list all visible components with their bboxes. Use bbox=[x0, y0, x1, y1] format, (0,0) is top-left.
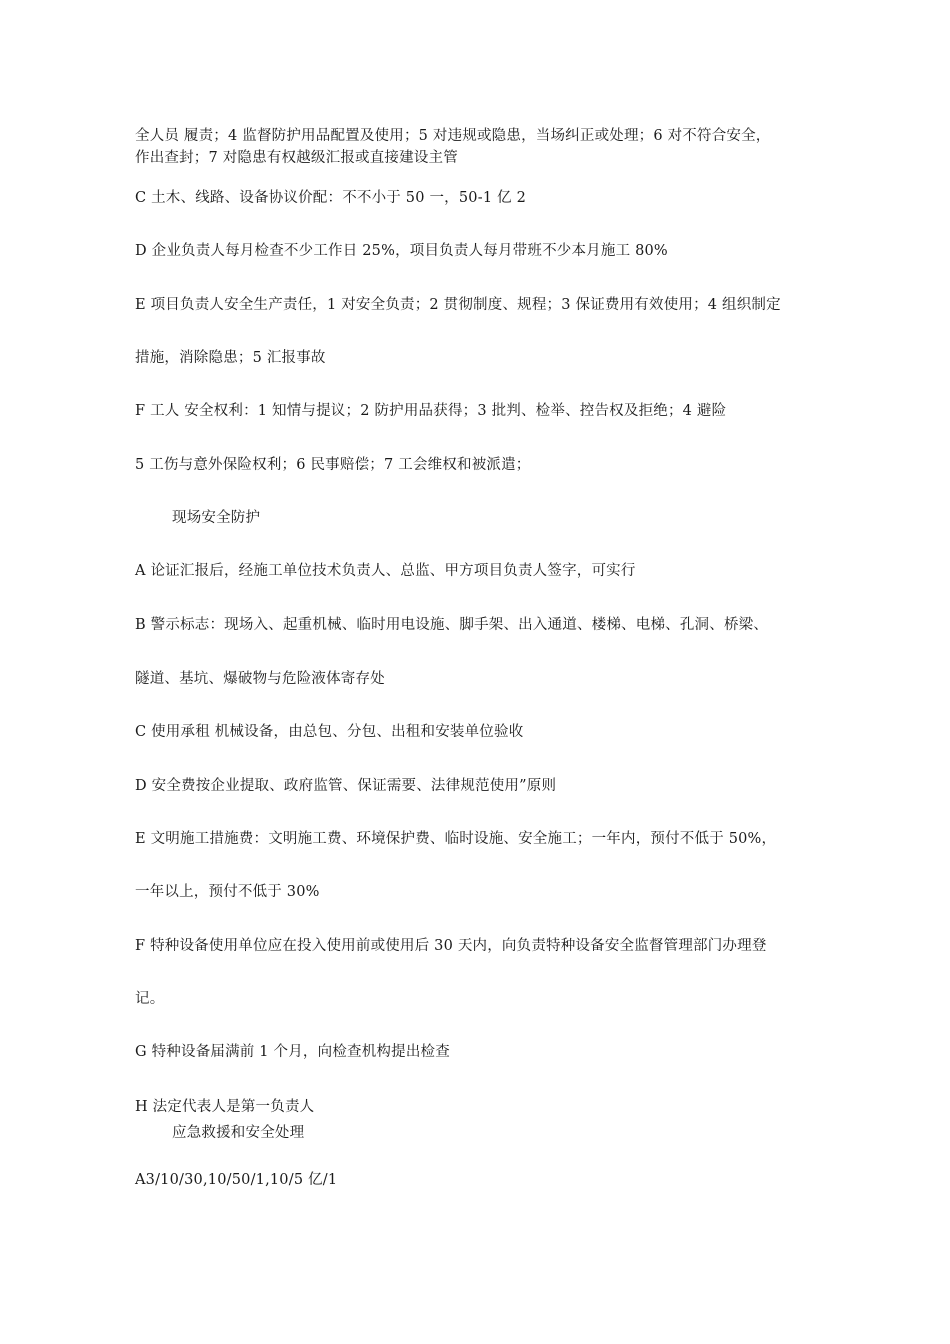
section-heading: 现场安全防护 bbox=[172, 510, 261, 526]
text-line: A3/10/30,10/50/1,10/5 亿/1 bbox=[135, 1172, 338, 1188]
text-line: 隧道、基坑、爆破物与危险液体寄存处 bbox=[135, 671, 385, 687]
text-line: C 使用承租 机械设备，由总包、分包、出租和安装单位验收 bbox=[135, 724, 524, 740]
text-line: 5 工伤与意外保险权利；6 民事赔偿；7 工会维权和被派遣； bbox=[135, 457, 531, 473]
text-line: 记。 bbox=[135, 991, 165, 1007]
text-line: C 土木、线路、设备协议价配：不不小于 50 一，50-1 亿 2 bbox=[135, 190, 526, 206]
text-line: D 安全费按企业提取、政府监管、保证需要、法律规范使用”原则 bbox=[135, 778, 557, 794]
text-line: 措施，消除隐患；5 汇报事故 bbox=[135, 350, 326, 366]
section-heading: 应急救援和安全处理 bbox=[172, 1125, 305, 1141]
text-line: A 论证汇报后，经施工单位技术负责人、总监、甲方项目负责人签字，可实行 bbox=[135, 563, 636, 579]
text-line: H 法定代表人是第一负责人 bbox=[135, 1099, 315, 1115]
text-line: F 工人 安全权利：1 知情与提议；2 防护用品获得；3 批判、检举、控告权及拒绝；4 避险 bbox=[135, 403, 727, 419]
text-line: F 特种设备使用单位应在投入使用前或使用后 30 天内，向负责特种设备安全监督管理部门办理登 bbox=[135, 938, 767, 954]
text-line: G 特种设备届满前 1 个月，向检查机构提出检查 bbox=[135, 1044, 450, 1060]
text-line: B 警示标志：现场入、起重机械、临时用电设施、脚手架、出入通道、楼梯、电梯、孔洞、桥梁、 bbox=[135, 617, 769, 633]
text-line: D 企业负责人每月检查不少工作日 25%，项目负责人每月带班不少本月施工 80% bbox=[135, 243, 668, 259]
text-line: 一年以上，预付不低于 30% bbox=[135, 884, 320, 900]
text-line: E 项目负责人安全生产责任，1 对安全负责；2 贯彻制度、规程；3 保证费用有效使用；4 组织制定 bbox=[135, 297, 781, 313]
text-line: 全人员 履责；4 监督防护用品配置及使用；5 对违规或隐患，当场纠正或处理；6 对不符合安全， bbox=[135, 128, 771, 144]
text-line: 作出查封；7 对隐患有权越级汇报或直接建设主管 bbox=[135, 150, 458, 166]
text-line: E 文明施工措施费：文明施工费、环境保护费、临时设施、安全施工；一年内，预付不低于 50%， bbox=[135, 831, 777, 847]
